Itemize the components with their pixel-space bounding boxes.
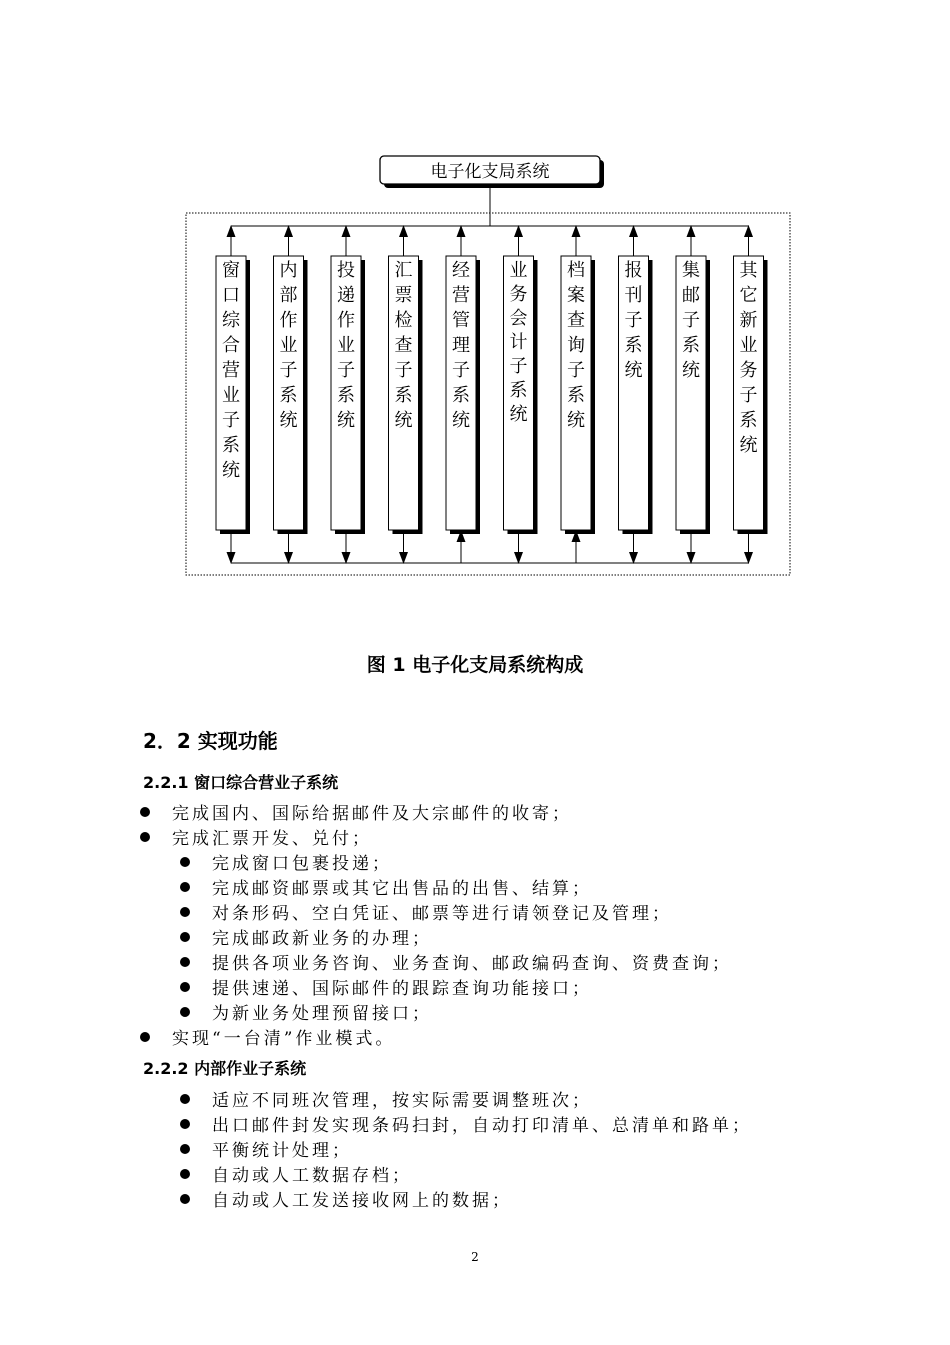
section-title: 2．2 实现功能 [143, 729, 278, 753]
subsystem-label: 经营管理子系统 [452, 260, 470, 431]
arrow-up-icon [284, 225, 293, 237]
arrow-up-icon [514, 225, 523, 237]
list-item: 提供速递、国际邮件的跟踪查询功能接口； [212, 974, 592, 999]
arrow-down-icon [227, 552, 236, 564]
bullet-icon [140, 1032, 150, 1042]
list-item: 对条形码、空白凭证、邮票等进行请领登记及管理； [212, 899, 672, 924]
list-item: 平衡统计处理； [212, 1136, 352, 1161]
arrow-up-icon [572, 225, 581, 237]
arrow-down-icon [744, 552, 753, 564]
subsystem-label: 档案查询子系统 [567, 260, 585, 431]
subsystem-label: 投递作业子系统 [337, 260, 355, 431]
bullet-icon [180, 932, 190, 942]
list-item: 为新业务处理预留接口； [212, 999, 432, 1024]
arrow-up-icon [687, 225, 696, 237]
list-item: 自动或人工发送接收网上的数据； [212, 1186, 512, 1211]
list-item: 完成汇票开发、兑付； [172, 824, 372, 849]
bullet-icon [180, 882, 190, 892]
bullet-icon [180, 957, 190, 967]
list-item: 完成窗口包裹投递； [212, 849, 392, 874]
bullet-icon [180, 1194, 190, 1204]
list-item: 适应不同班次管理，按实际需要调整班次； [212, 1086, 592, 1111]
subsection-title-1: 2.2.1 窗口综合营业子系统 [143, 773, 339, 792]
list-item: 完成邮政新业务的办理； [212, 924, 432, 949]
arrow-up-icon [457, 225, 466, 237]
arrow-down-icon [399, 552, 408, 564]
bullet-icon [180, 1144, 190, 1154]
arrow-up-icon [399, 225, 408, 237]
diagram-title: 电子化支局系统 [430, 162, 550, 182]
bullet-icon [180, 907, 190, 917]
subsystem-label: 汇票检查子系统 [394, 260, 413, 431]
arrow-down-icon [687, 552, 696, 564]
subsystem-label: 业务会计子系统 [509, 260, 528, 425]
list-item: 实现“一台清”作业模式。 [172, 1024, 395, 1049]
list-item: 自动或人工数据存档； [212, 1161, 412, 1186]
system-diagram [0, 0, 950, 600]
subsection-title-2: 2.2.2 内部作业子系统 [143, 1059, 307, 1078]
subsystem-label: 窗口综合营业子系统 [222, 260, 240, 481]
arrow-down-icon [284, 552, 293, 564]
bullet-icon [140, 832, 150, 842]
list-item: 提供各项业务咨询、业务查询、邮政编码查询、资费查询； [212, 949, 732, 974]
figure-caption: 图 1 电子化支局系统构成 [366, 654, 584, 676]
bullet-icon [140, 807, 150, 817]
subsystem-label: 报刊子系统 [624, 260, 643, 381]
arrow-up-icon [227, 225, 236, 237]
arrow-up-icon [629, 225, 638, 237]
arrow-down-icon [629, 552, 638, 564]
bullet-icon [180, 982, 190, 992]
list-item: 出口邮件封发实现条码扫封，自动打印清单、总清单和路单； [212, 1111, 752, 1136]
list-item: 完成邮资邮票或其它出售品的出售、结算； [212, 874, 592, 899]
arrow-down-icon [342, 552, 351, 564]
arrow-up-icon [342, 225, 351, 237]
arrow-down-icon [514, 552, 523, 564]
subsystem-label: 其它新业务子系统 [739, 260, 758, 456]
bullet-icon [180, 1007, 190, 1017]
subsystem-label: 内部作业子系统 [279, 260, 298, 431]
page-number: 2 [471, 1250, 479, 1264]
arrow-up-icon [744, 225, 753, 237]
bullet-icon [180, 1094, 190, 1104]
bullet-icon [180, 857, 190, 867]
bullet-icon [180, 1169, 190, 1179]
subsystem-label: 集邮子系统 [682, 260, 700, 381]
bullet-icon [180, 1119, 190, 1129]
list-item: 完成国内、国际给据邮件及大宗邮件的收寄； [172, 799, 572, 824]
